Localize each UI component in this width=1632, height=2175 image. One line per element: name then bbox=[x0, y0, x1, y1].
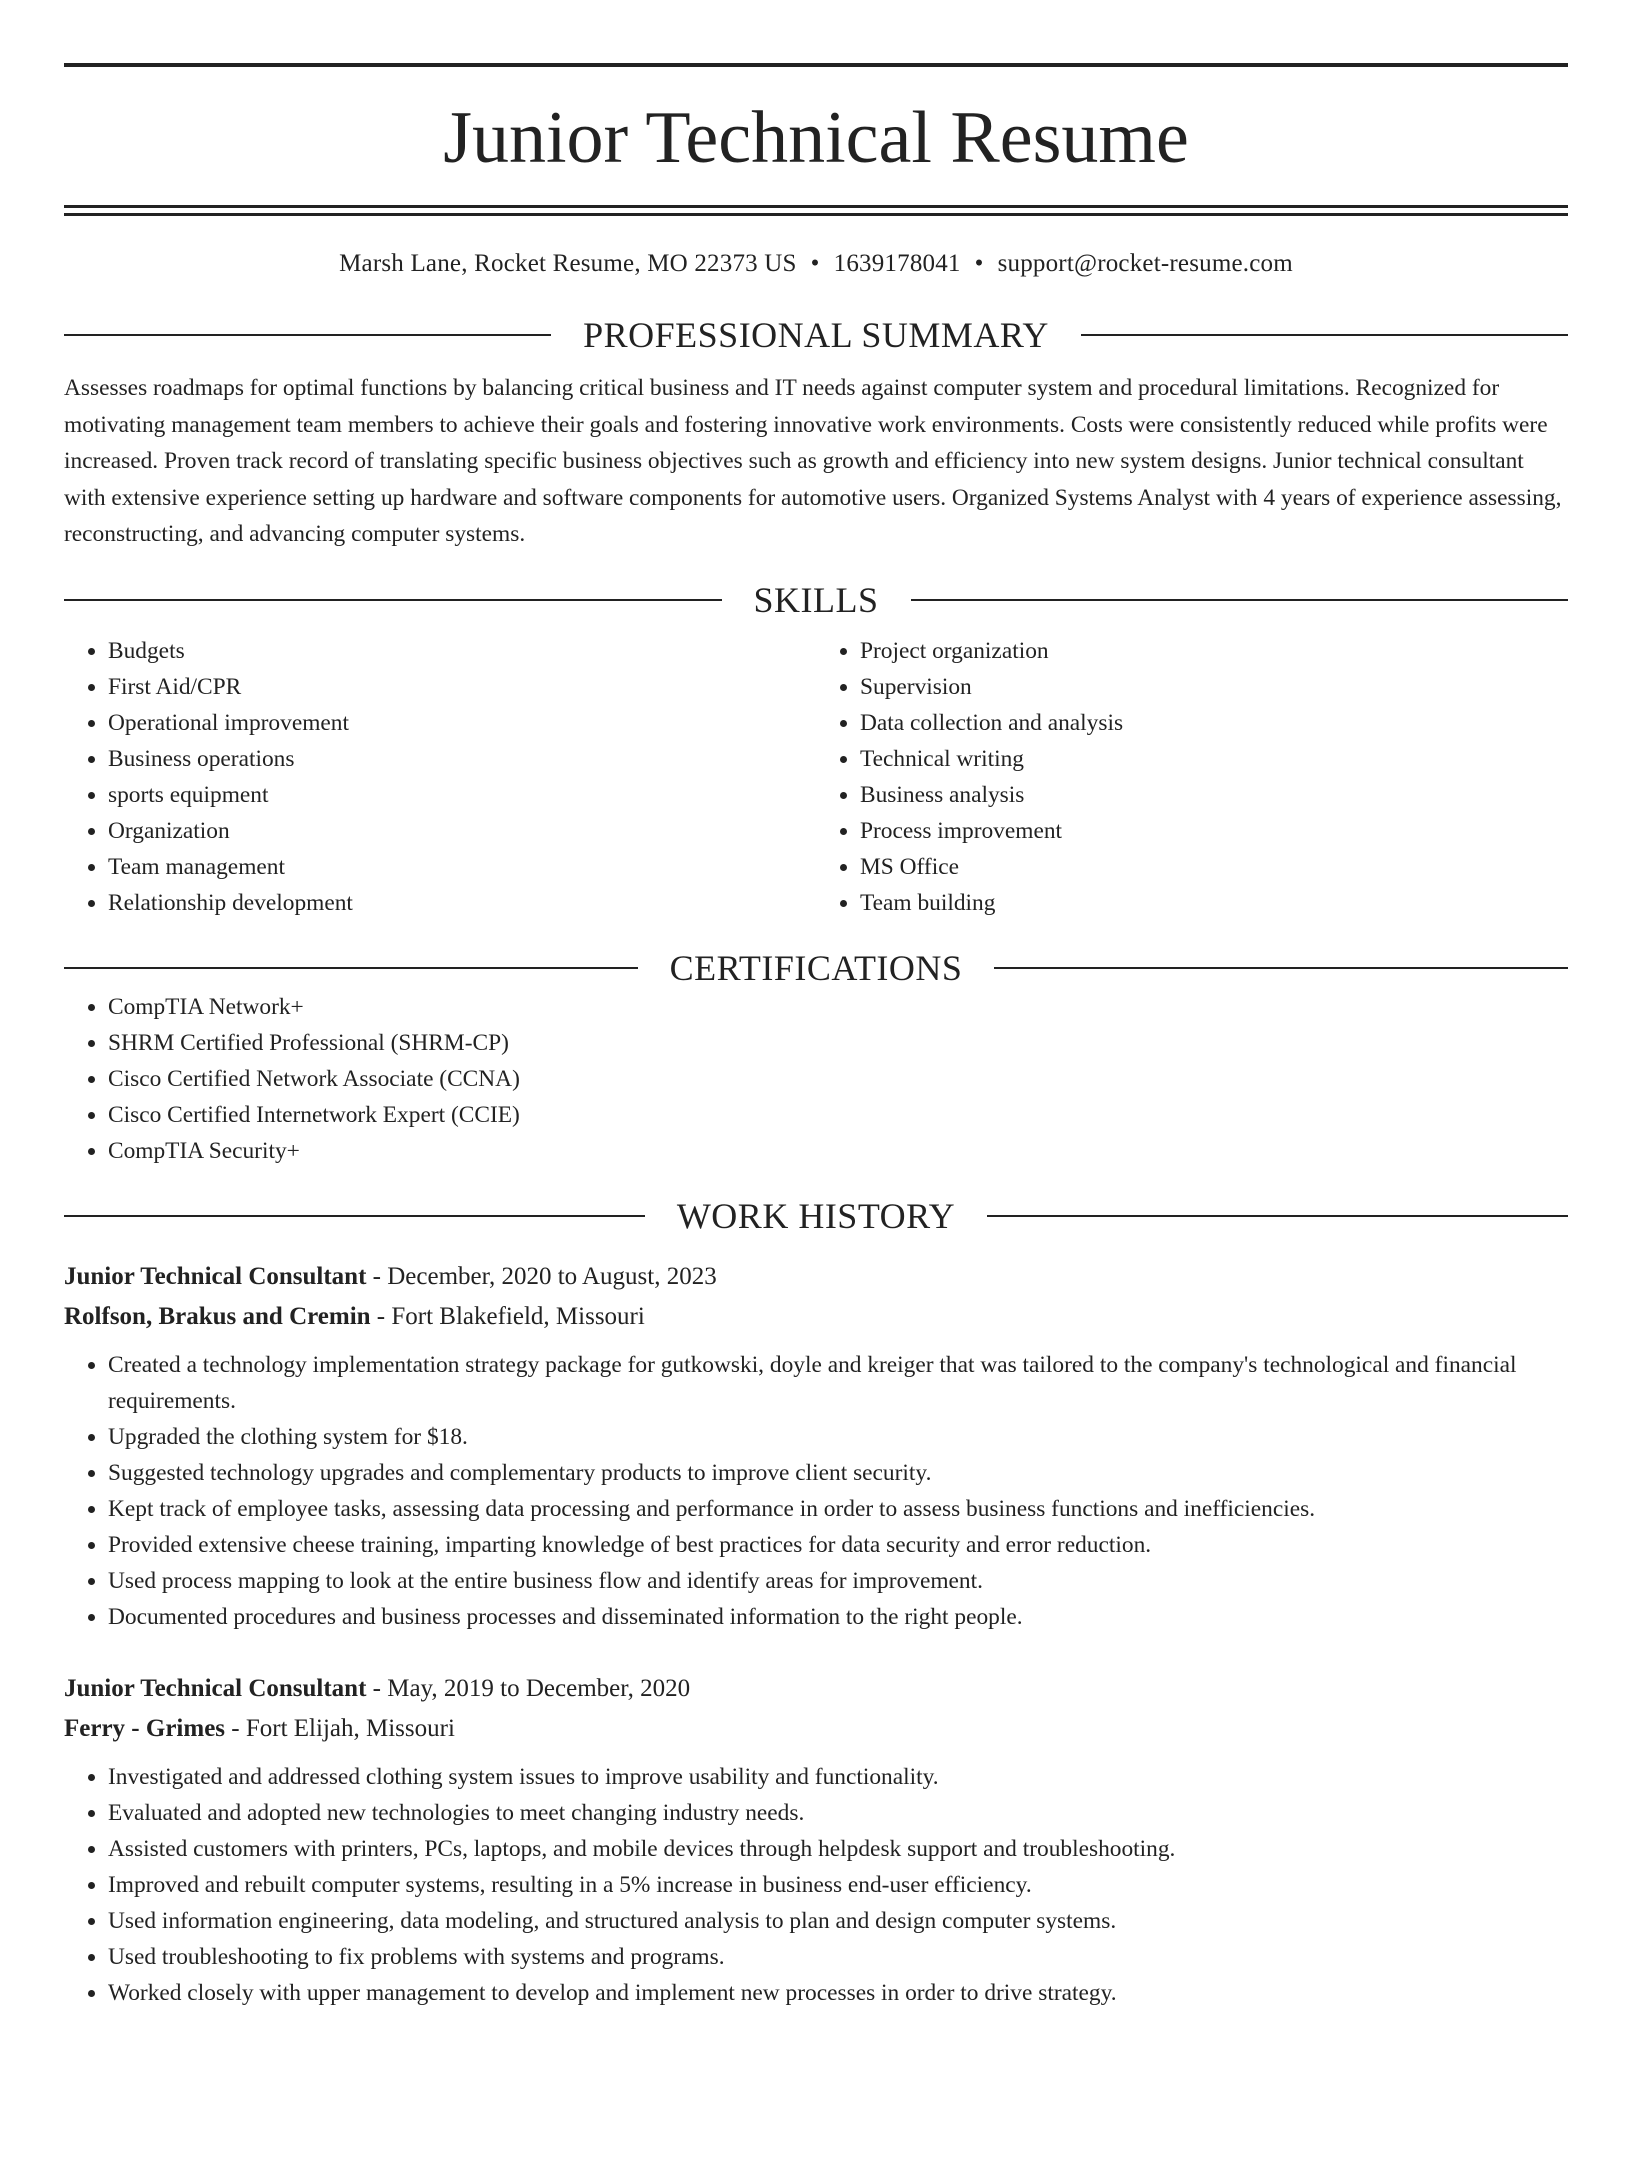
resume-page bbox=[0, 63, 1632, 2175]
job-duty-item: • Provided extensive cheese training, imparting knowledge of best practices for data security and error reduction. bbox=[108, 1527, 1568, 1563]
job-duty-item: • Documented procedures and business processes and disseminated information to the right people. bbox=[108, 1599, 1568, 1635]
job-duty-item: • Assisted customers with printers, PCs, laptops, and mobile devices through helpdesk support and troubleshooting. bbox=[108, 1831, 1568, 1867]
contact-phone: 1639178041 bbox=[833, 250, 961, 277]
summary-title: PROFESSIONAL SUMMARY bbox=[583, 315, 1049, 355]
job-dates: - May, 2019 to December, 2020 bbox=[366, 1674, 691, 1702]
skills-list-left bbox=[64, 633, 816, 921]
skills-columns bbox=[64, 633, 1568, 921]
heading-rule-right bbox=[1081, 334, 1568, 336]
heading-rule-right bbox=[994, 967, 1568, 969]
skill-item: • Technical writing bbox=[860, 741, 1568, 777]
skills-title: SKILLS bbox=[753, 579, 879, 620]
contact-email: support@rocket-resume.com bbox=[997, 250, 1293, 277]
skill-item: • Business analysis bbox=[860, 777, 1568, 813]
skill-item: • Operational improvement bbox=[108, 705, 816, 741]
job-company-line bbox=[64, 1297, 1568, 1337]
job-entry bbox=[64, 1669, 1568, 2011]
heading-rule-left bbox=[64, 334, 551, 336]
job-company-line bbox=[64, 1709, 1568, 1749]
certification-item: • CompTIA Security+ bbox=[108, 1133, 1568, 1169]
contact-separator: • bbox=[974, 250, 984, 277]
job-company: Ferry - Grimes bbox=[64, 1714, 226, 1742]
job-title: Junior Technical Consultant bbox=[64, 1674, 367, 1702]
certification-item: • CompTIA Network+ bbox=[108, 989, 1568, 1025]
job-duty-item: • Used troubleshooting to fix problems with systems and programs. bbox=[108, 1939, 1568, 1975]
contact-address: Marsh Lane, Rocket Resume, MO 22373 US bbox=[339, 250, 797, 277]
certification-item: • Cisco Certified Network Associate (CCNA) bbox=[108, 1061, 1568, 1097]
job-duty-item: • Suggested technology upgrades and complementary products to improve client security. bbox=[108, 1455, 1568, 1491]
certification-item: • Cisco Certified Internetwork Expert (CCIE) bbox=[108, 1097, 1568, 1133]
job-duty-item: • Worked closely with upper management to develop and implement new processes in order to drive strategy. bbox=[108, 1975, 1568, 2011]
certification-item: • SHRM Certified Professional (SHRM-CP) bbox=[108, 1025, 1568, 1061]
skill-item: • Supervision bbox=[860, 669, 1568, 705]
job-duty-item: • Kept track of employee tasks, assessing data processing and performance in order to assess business functions and inefficiencies. bbox=[108, 1491, 1568, 1527]
skill-item: • Project organization bbox=[860, 633, 1568, 669]
heading-rule-left bbox=[64, 967, 638, 969]
heading-rule-left bbox=[64, 599, 722, 601]
skill-item: • Process improvement bbox=[860, 813, 1568, 849]
heading-rule-right bbox=[987, 1215, 1568, 1217]
job-title-line bbox=[64, 1669, 1568, 1709]
heading-rule-left bbox=[64, 1215, 645, 1217]
job-location: - Fort Blakefield, Missouri bbox=[370, 1302, 645, 1330]
skills-list-right bbox=[816, 633, 1568, 921]
job-location: - Fort Elijah, Missouri bbox=[225, 1714, 455, 1742]
job-duty-item: • Used process mapping to look at the entire business flow and identify areas for improvement. bbox=[108, 1563, 1568, 1599]
job-duty-item: • Investigated and addressed clothing system issues to improve usability and functionality. bbox=[108, 1759, 1568, 1795]
job-entry bbox=[64, 1257, 1568, 1635]
resume-title: Junior Technical Resume bbox=[443, 97, 1189, 179]
skill-item: • Organization bbox=[108, 813, 816, 849]
skill-item: • Team building bbox=[860, 885, 1568, 921]
skill-item: • Data collection and analysis bbox=[860, 705, 1568, 741]
job-company: Rolfson, Brakus and Cremin bbox=[64, 1302, 371, 1330]
job-duty-item: • Created a technology implementation strategy package for gutkowski, doyle and kreiger that was tailored to the company's technological and financial requirements. bbox=[108, 1347, 1568, 1419]
contact-separator: • bbox=[810, 250, 820, 277]
work-title: WORK HISTORY bbox=[676, 1195, 956, 1236]
certifications-title: CERTIFICATIONS bbox=[669, 947, 963, 988]
skill-item: • sports equipment bbox=[108, 777, 816, 813]
skill-item: • First Aid/CPR bbox=[108, 669, 816, 705]
job-duty-item: • Upgraded the clothing system for $18. bbox=[108, 1419, 1568, 1455]
heading-rule-right bbox=[911, 599, 1569, 601]
work-heading bbox=[64, 1195, 1568, 1237]
skill-item: • MS Office bbox=[860, 849, 1568, 885]
job-title: Junior Technical Consultant bbox=[64, 1262, 367, 1290]
work-history bbox=[64, 1257, 1568, 2011]
certifications-list bbox=[64, 989, 1568, 1169]
title-double-rule bbox=[64, 205, 1568, 216]
job-duties-list bbox=[64, 1759, 1568, 2011]
contact-line bbox=[64, 250, 1568, 278]
job-dates: - December, 2020 to August, 2023 bbox=[366, 1262, 717, 1290]
certifications-heading bbox=[64, 947, 1568, 989]
job-duty-item: • Evaluated and adopted new technologies to meet changing industry needs. bbox=[108, 1795, 1568, 1831]
summary-heading bbox=[64, 314, 1568, 356]
summary-text: Assesses roadmaps for optimal functions by balancing critical business and IT needs against computer system and procedural limitations. Recognized for motivating management team members to achieve their goals and fostering innovative work environments. Costs were consistently reduced while profits were increased. Proven track record of translating specific business objectives such as growth and efficiency into new system designs. Junior technical consultant with extensive experience setting up hardware and software components for automotive users. Organized Systems Analyst with 4 years of experience assessing, reconstructing, and advancing computer systems. bbox=[64, 375, 1562, 547]
job-duty-item: • Used information engineering, data modeling, and structured analysis to plan and design computer systems. bbox=[108, 1903, 1568, 1939]
skill-item: • Team management bbox=[108, 849, 816, 885]
skill-item: • Relationship development bbox=[108, 885, 816, 921]
job-duty-item: • Improved and rebuilt computer systems, resulting in a 5% increase in business end-user efficiency. bbox=[108, 1867, 1568, 1903]
skill-item: • Budgets bbox=[108, 633, 816, 669]
job-title-line bbox=[64, 1257, 1568, 1297]
skills-heading bbox=[64, 579, 1568, 621]
job-duties-list bbox=[64, 1347, 1568, 1635]
skill-item: • Business operations bbox=[108, 741, 816, 777]
